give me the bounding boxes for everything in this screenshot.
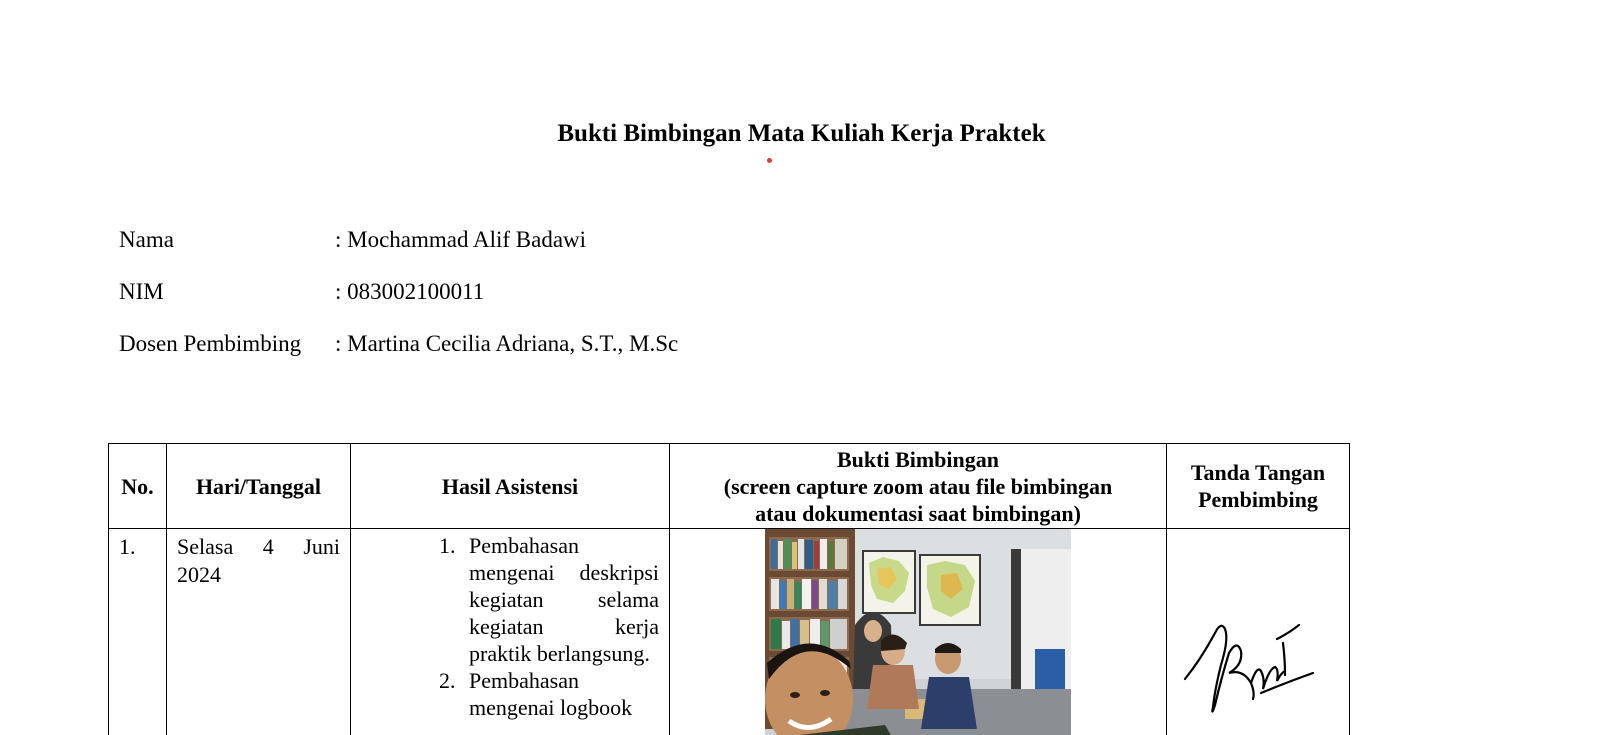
cell-hasil [351,529,670,735]
date-line2: 2024 [177,562,221,587]
header-bukti [670,444,1167,529]
info-value: : 083002100011 [335,279,485,304]
header-bukti-line3: atau dokumentasi saat bimbingan) [755,500,1081,526]
header-ttd-line2: Pembimbing [1198,487,1318,512]
hasil-list [351,532,659,721]
wall-maps [863,551,980,625]
header-ttd [1167,444,1350,529]
cell-no: 1. [109,529,167,735]
info-label: NIM [119,279,164,304]
header-bukti-line2: (screen capture zoom atau file bimbingan [723,473,1113,499]
red-dot-marker [767,158,772,163]
list-item-text: Pembahasan mengenai deskripsi kegiatan selama kegiatan kerja praktik berlangsung. [469,533,659,666]
supervisor-signature [1181,609,1321,719]
info-value: : Mochammad Alif Badawi [335,227,587,252]
info-label: Nama [119,227,174,252]
cell-bukti [670,529,1167,735]
photo-illustration [765,529,1071,735]
header-ttd-line1: Tanda Tangan [1190,460,1326,485]
documentation-photo [765,529,1071,735]
cell-date [167,529,351,735]
table-header-row [109,444,1350,529]
list-item-text: Pembahasan mengenai logbook [469,668,633,720]
table-row [109,529,1350,735]
header-hasil: Hasil Asistensi [351,444,670,529]
info-label: Dosen Pembimbing [119,331,302,356]
guidance-log-table [108,443,1350,735]
date-line1: Selasa 4 Juni [177,534,340,559]
list-item [351,532,659,667]
list-item-number: 2. [439,668,456,693]
cell-signature [1167,529,1350,735]
list-item-number: 1. [439,533,456,558]
header-bukti-line1: Bukti Bimbingan [836,446,999,472]
header-no: No. [109,444,167,529]
header-date: Hari/Tanggal [167,444,351,529]
list-item [351,667,659,721]
info-value: : Martina Cecilia Adriana, S.T., M.Sc [335,331,679,356]
document-title: Bukti Bimbingan Mata Kuliah Kerja Praktek [557,120,1046,147]
